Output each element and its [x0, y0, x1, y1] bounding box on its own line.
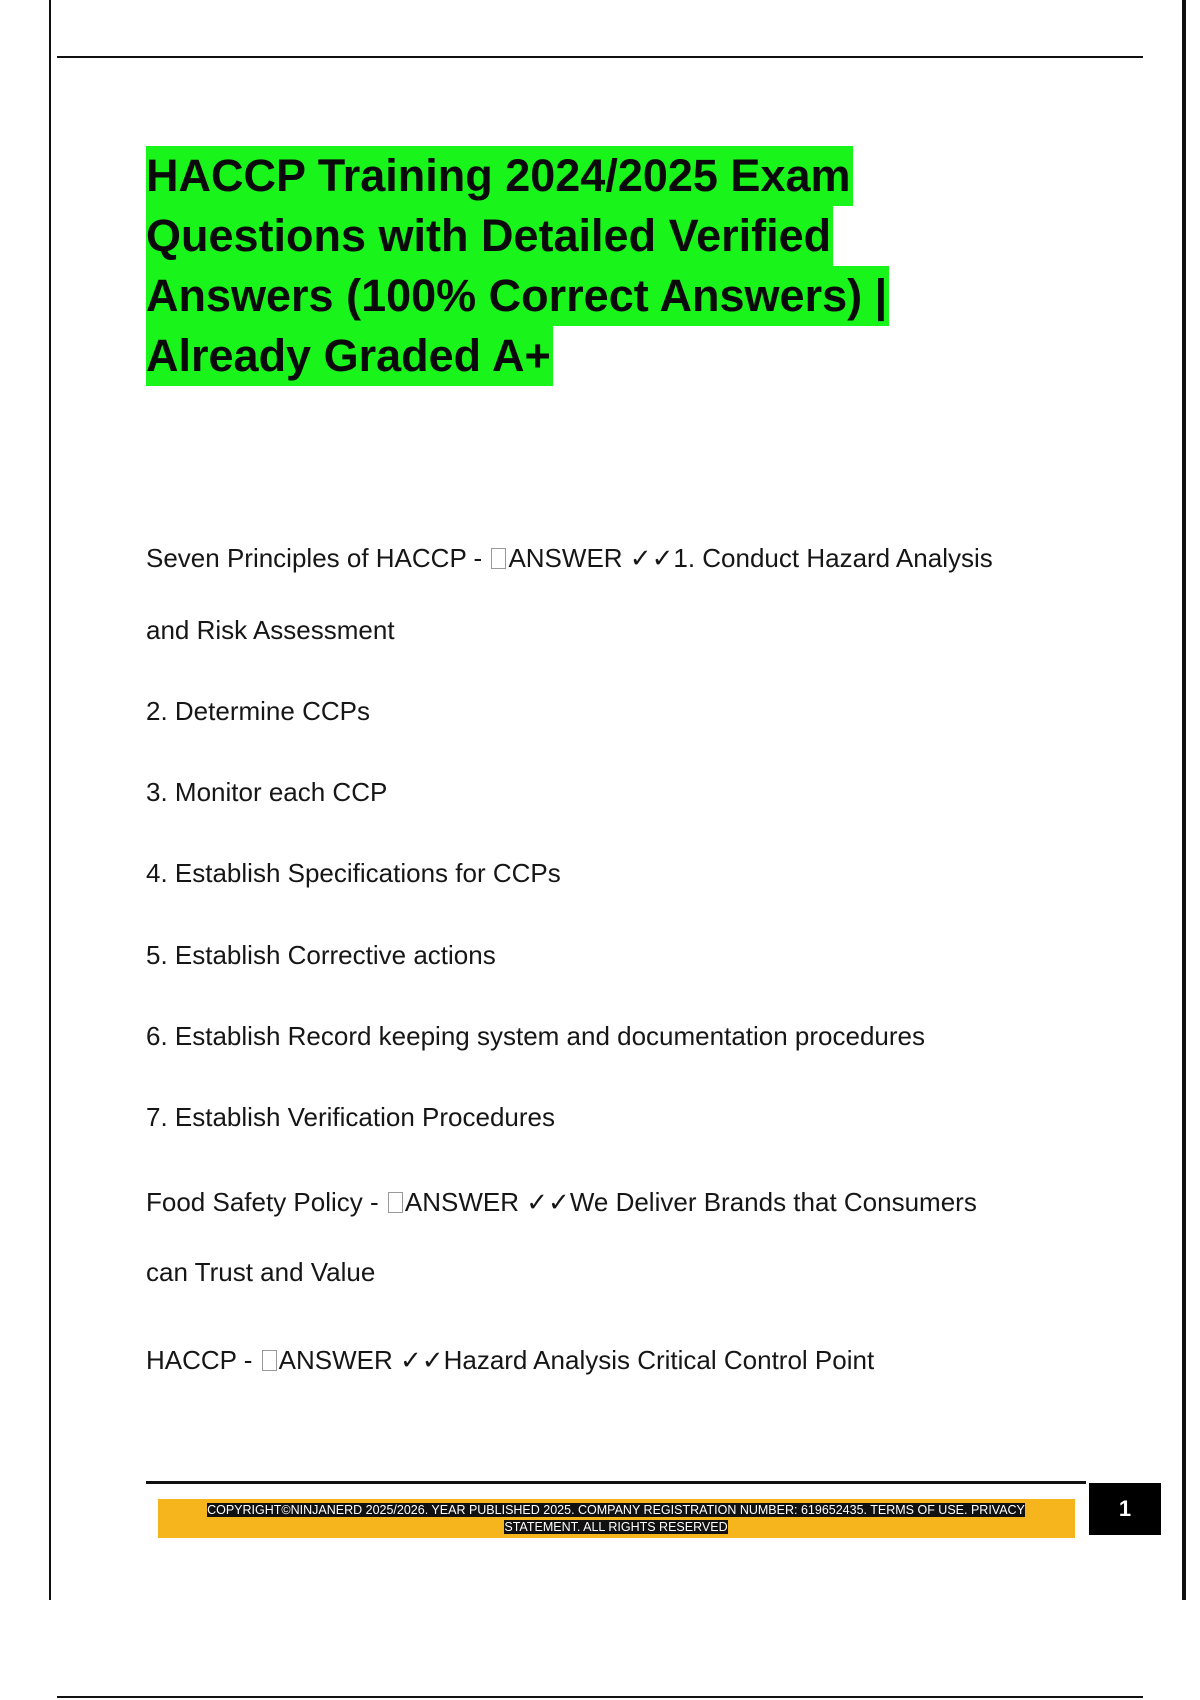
page-frame-right [1182, 0, 1186, 1600]
list-item: 5. Establish Corrective actions [146, 940, 496, 970]
answer-text: Hazard Analysis Critical Control Point [443, 1345, 875, 1375]
title-line: Questions with Detailed Verified [146, 206, 833, 266]
answer-text: We Deliver Brands that Consumers [569, 1187, 977, 1217]
question-line [146, 1345, 874, 1375]
missing-glyph-icon [388, 1192, 403, 1213]
answer-label: ANSWER ✓✓ [508, 543, 674, 573]
copyright-notice [170, 1502, 1062, 1536]
bottom-rule [57, 1696, 1143, 1698]
copyright-line-1: COPYRIGHT©NINJANERD 2025/2026. YEAR PUBLISHED 2025. COMPANY REGISTRATION NUMBER: 619652435. TERMS OF USE. PRIVACY [207, 1503, 1025, 1517]
title-line: HACCP Training 2024/2025 Exam [146, 146, 853, 206]
missing-glyph-icon [491, 548, 506, 569]
list-item: 3. Monitor each CCP [146, 777, 388, 807]
list-item: 2. Determine CCPs [146, 696, 370, 726]
answer-text: 1. Conduct Hazard Analysis [673, 543, 993, 573]
question-line [146, 543, 993, 573]
footer-rule [146, 1481, 1086, 1484]
list-item: 6. Establish Record keeping system and documentation procedures [146, 1021, 925, 1051]
question-text: HACCP - [146, 1345, 260, 1375]
page-number: 1 [1089, 1483, 1161, 1535]
question-text: Seven Principles of HACCP - [146, 543, 490, 573]
missing-glyph-icon [262, 1350, 277, 1371]
answer-continuation: can Trust and Value [146, 1257, 376, 1287]
title-line: Answers (100% Correct Answers) | [146, 266, 889, 326]
answer-label: ANSWER ✓✓ [404, 1187, 570, 1217]
title-line: Already Graded A+ [146, 326, 553, 386]
question-text: Food Safety Policy - [146, 1187, 386, 1217]
list-item: 4. Establish Specifications for CCPs [146, 858, 561, 888]
answer-label: ANSWER ✓✓ [278, 1345, 444, 1375]
page-frame-left [49, 0, 51, 1600]
question-line [146, 1187, 977, 1217]
answer-continuation: and Risk Assessment [146, 615, 395, 645]
copyright-line-2: STATEMENT. ALL RIGHTS RESERVED [504, 1520, 728, 1534]
top-rule [57, 56, 1143, 58]
list-item: 7. Establish Verification Procedures [146, 1102, 555, 1132]
document-title [146, 146, 976, 386]
